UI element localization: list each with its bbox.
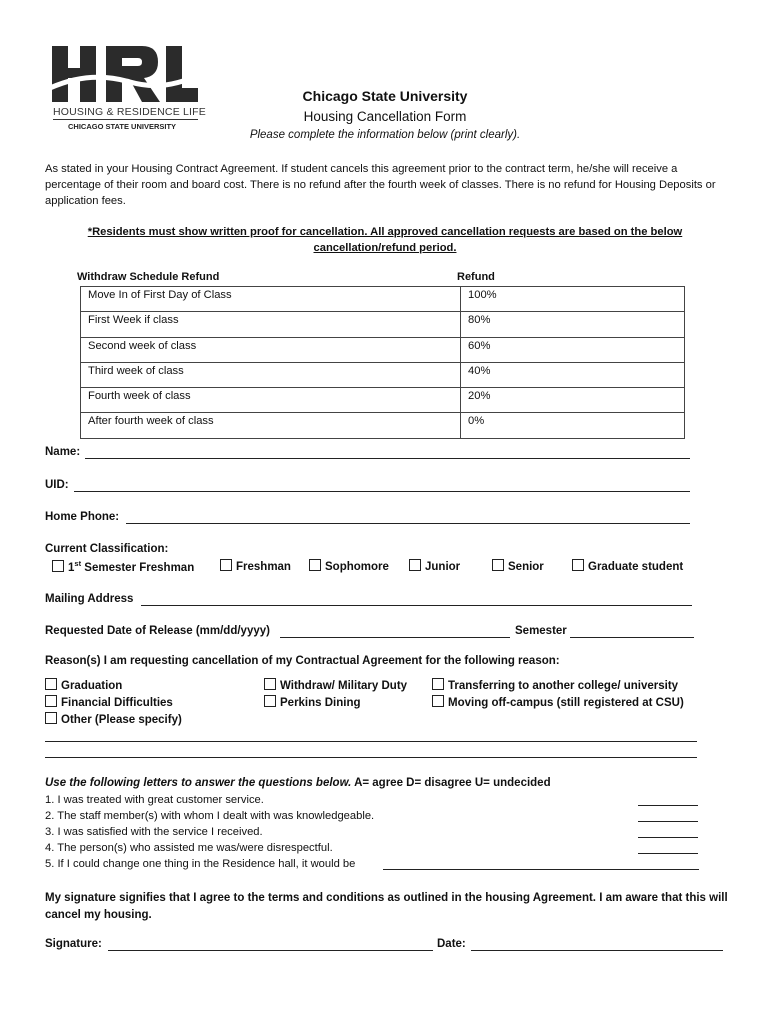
university-title: Chicago State University — [302, 88, 468, 104]
reason-transferring[interactable]: Transferring to another college/ university — [432, 678, 678, 692]
survey-question-4: 4. The person(s) who assisted me was/were disrespectful. — [45, 842, 333, 854]
reason-moving-off-campus[interactable]: Moving off-campus (still registered at CSU) — [432, 695, 684, 709]
signature-label: Signature: — [45, 938, 102, 950]
refund-cell: 0% — [461, 413, 685, 438]
period-cell: Third week of class — [81, 362, 461, 387]
checkbox[interactable] — [264, 695, 276, 707]
reason-graduation[interactable]: Graduation — [45, 678, 122, 692]
mailing-address-label: Mailing Address — [45, 593, 134, 605]
uid-label: UID: — [45, 479, 69, 491]
survey-answer-5[interactable] — [383, 869, 699, 870]
table-row — [81, 362, 685, 387]
reason-military[interactable]: Withdraw/ Military Duty — [264, 678, 407, 692]
checkbox[interactable] — [52, 560, 64, 572]
name-label: Name: — [45, 446, 81, 458]
refund-cell: 60% — [461, 337, 685, 362]
survey-answer-3[interactable] — [638, 837, 698, 838]
semester-field[interactable] — [570, 637, 694, 638]
checkbox[interactable] — [220, 559, 232, 571]
survey-instruction: Use the following letters to answer the questions below. A= agree D= disagree U= undecided — [45, 777, 551, 789]
schedule-header-period: Withdraw Schedule Refund — [77, 271, 220, 283]
survey-answer-4[interactable] — [638, 853, 698, 854]
checkbox[interactable] — [492, 559, 504, 571]
checkbox[interactable] — [264, 678, 276, 690]
survey-question-1: 1. I was treated with great customer service. — [45, 794, 264, 806]
table-row — [81, 413, 685, 438]
period-cell: Second week of class — [81, 337, 461, 362]
reason-other[interactable]: Other (Please specify) — [45, 712, 182, 726]
period-cell: After fourth week of class — [81, 413, 461, 438]
uid-field[interactable] — [74, 491, 690, 492]
form-title: Housing Cancellation Form — [303, 109, 467, 124]
agreement-text: My signature signifies that I agree to the terms and conditions as outlined in the housing Agreement. I am aware that this will cancel my housing. — [45, 892, 728, 921]
table-row — [81, 337, 685, 362]
survey-answer-2[interactable] — [638, 821, 698, 822]
checkbox[interactable] — [45, 712, 57, 724]
reason-specify-line-1[interactable] — [45, 741, 697, 742]
home-phone-label: Home Phone: — [45, 511, 120, 523]
period-cell: First Week if class — [81, 312, 461, 337]
table-row — [81, 287, 685, 312]
release-date-label: Requested Date of Release (mm/dd/yyyy) — [45, 625, 270, 637]
reason-financial[interactable]: Financial Difficulties — [45, 695, 173, 709]
checkbox[interactable] — [309, 559, 321, 571]
classification-first-semester[interactable]: 1st Semester Freshman — [52, 559, 194, 574]
classification-freshman[interactable]: Freshman — [220, 559, 291, 573]
hrl-logo — [50, 44, 206, 136]
classification-graduate[interactable]: Graduate student — [572, 559, 683, 573]
refund-cell: 20% — [461, 388, 685, 413]
date-label: Date: — [437, 938, 466, 950]
date-field[interactable] — [471, 950, 723, 951]
survey-question-5: 5. If I could change one thing in the Residence hall, it would be — [45, 858, 356, 870]
checkbox[interactable] — [45, 678, 57, 690]
home-phone-field[interactable] — [126, 523, 690, 524]
checkbox[interactable] — [409, 559, 421, 571]
period-cell: Move In of First Day of Class — [81, 287, 461, 312]
logo-subtitle: HOUSING & RESIDENCE LIFE — [53, 106, 206, 118]
signature-field[interactable] — [108, 950, 433, 951]
release-date-field[interactable] — [280, 637, 510, 638]
classification-senior[interactable]: Senior — [492, 559, 544, 573]
classification-junior[interactable]: Junior — [409, 559, 460, 573]
survey-answer-1[interactable] — [638, 805, 698, 806]
classification-label: Current Classification: — [45, 543, 169, 555]
refund-schedule-table — [80, 286, 685, 439]
name-field[interactable] — [85, 458, 690, 459]
table-row — [81, 312, 685, 337]
survey-question-3: 3. I was satisfied with the service I received. — [45, 826, 263, 838]
refund-cell: 80% — [461, 312, 685, 337]
intro-paragraph: As stated in your Housing Contract Agreement. If student cancels this agreement prior to the contract term, he/she will receive a percentage of their room and board cost. There is no refund after the fourth week of classes. There is no refund for Housing Deposits or application fees. — [45, 163, 716, 207]
table-row — [81, 388, 685, 413]
reasons-label: Reason(s) I am requesting cancellation of my Contractual Agreement for the following reason: — [45, 655, 560, 667]
checkbox[interactable] — [572, 559, 584, 571]
checkbox[interactable] — [432, 678, 444, 690]
checkbox[interactable] — [45, 695, 57, 707]
schedule-header-refund: Refund — [457, 271, 495, 283]
period-cell: Fourth week of class — [81, 388, 461, 413]
reason-specify-line-2[interactable] — [45, 757, 697, 758]
classification-sophomore[interactable]: Sophomore — [309, 559, 389, 573]
semester-label: Semester — [515, 625, 567, 637]
checkbox[interactable] — [432, 695, 444, 707]
reason-perkins-dining[interactable]: Perkins Dining — [264, 695, 361, 709]
form-instruction: Please complete the information below (print clearly). — [249, 129, 521, 141]
refund-cell: 40% — [461, 362, 685, 387]
refund-cell: 100% — [461, 287, 685, 312]
survey-question-2: 2. The staff member(s) with whom I dealt with was knowledgeable. — [45, 810, 375, 822]
logo-divider — [53, 119, 198, 120]
proof-notice: *Residents must show written proof for cancellation. All approved cancellation requests are based on the below cancellation/refund period. — [87, 226, 683, 254]
logo-institution: CHICAGO STATE UNIVERSITY — [68, 122, 177, 131]
hrl-logo-mark — [50, 44, 200, 106]
mailing-address-field[interactable] — [141, 605, 692, 606]
